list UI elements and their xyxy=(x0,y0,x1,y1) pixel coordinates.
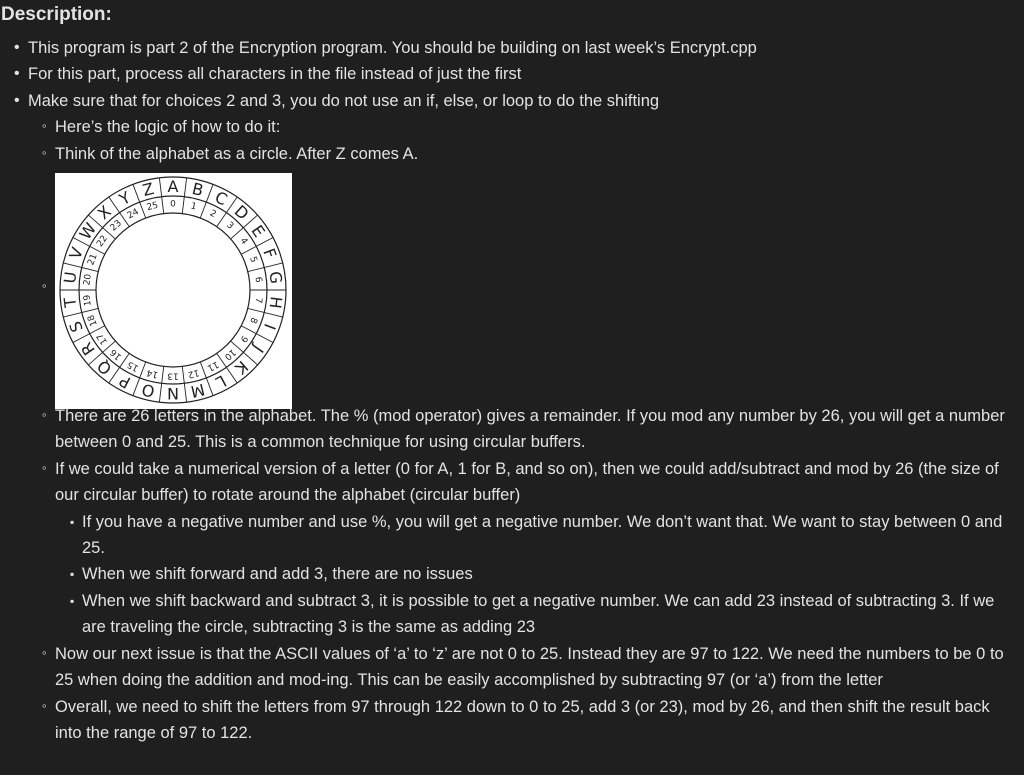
list-item xyxy=(42,694,1018,747)
bullet-circle-icon: ◦ xyxy=(42,407,47,423)
wheel-letter: Y xyxy=(116,187,134,210)
wheel-inner-ring xyxy=(96,213,250,367)
sub-text-overall: Overall, we need to shift the letters from 97 through 122 down to 0 to 25, add 3 (or 23), mod by 26, and then shift the result back into the range of 97 to 122. xyxy=(55,697,990,742)
wheel-number: 4 xyxy=(237,236,250,247)
list-item xyxy=(42,141,1018,167)
bullet-circle-icon: ◦ xyxy=(42,278,47,294)
wheel-number: 14 xyxy=(145,366,160,380)
list-item xyxy=(42,456,1018,641)
list-item xyxy=(70,509,1018,562)
wheel-number: 2 xyxy=(207,208,218,221)
wheel-letter: W xyxy=(75,219,101,244)
bullet-text: Make sure that for choices 2 and 3, you do not use an if, else, or loop to do the shifting xyxy=(28,91,660,110)
wheel-number: 13 xyxy=(167,370,179,381)
bullet-circle-icon: ◦ xyxy=(42,644,47,660)
subsub-text-backward: When we shift backward and subtract 3, it is possible to get a negative number. We can add 23 instead of subtracting 3. If we are traveling the circle, subtracting 3 is the same as adding 23 xyxy=(82,591,995,637)
subsub-text-forward: When we shift forward and add 3, there are no issues xyxy=(82,565,473,584)
sub-sub-bullet-list xyxy=(55,509,1018,641)
wheel-letter: J xyxy=(249,341,268,357)
wheel-letter: T xyxy=(60,296,81,309)
sub-text-logic: Here’s the logic of how to do it: xyxy=(55,118,281,137)
wheel-divider xyxy=(182,366,186,402)
wheel-letter: Z xyxy=(140,179,156,201)
wheel-number: 0 xyxy=(170,199,176,210)
list-item xyxy=(14,61,1018,87)
bullet-circle-icon: ◦ xyxy=(42,118,47,134)
subsub-text-negative: If you have a negative number and use %, you will get a negative number. We don’t want that. We want to stay between 0 and 25. xyxy=(82,512,1003,558)
wheel-number: 19 xyxy=(82,294,94,307)
wheel-middle-ring xyxy=(76,196,267,384)
wheel-number: 10 xyxy=(222,346,238,362)
wheel-number: 9 xyxy=(237,333,250,344)
wheel-letter: F xyxy=(259,245,281,262)
bullet-circle-icon: ◦ xyxy=(42,697,47,713)
alphabet-wheel-svg xyxy=(55,173,292,409)
wheel-letter: R xyxy=(76,338,99,359)
wheel-letter: N xyxy=(167,384,179,404)
wheel-letter: X xyxy=(93,201,115,224)
wheel-letter: E xyxy=(247,221,269,241)
wheel-number: 16 xyxy=(108,346,124,362)
sub-text-ascii: Now our next issue is that the ASCII values of ‘a’ to ‘z’ are not 0 to 25. Instead they are 97 to 122. We need the numbers to be 0 to 25 when doing the addition and mod-ing. This can be easily accomplished by subtracting 97 (or ‘a’) from the letter xyxy=(55,644,1004,690)
wheel-letter: H xyxy=(265,295,286,310)
wheel-number: 15 xyxy=(125,358,141,373)
bullet-square-icon: ▪ xyxy=(70,593,75,608)
wheel-number: 3 xyxy=(224,220,236,232)
wheel-number: 25 xyxy=(145,200,160,214)
wheel-letter: V xyxy=(65,244,88,262)
alphabet-wheel-image xyxy=(55,173,292,409)
wheel-letter: O xyxy=(139,379,157,402)
wheel-letter: D xyxy=(230,201,253,224)
list-item xyxy=(70,561,1018,587)
sub-text-circle: Think of the alphabet as a circle. After Z comes A. xyxy=(55,144,419,163)
wheel-number: 1 xyxy=(189,201,198,213)
wheel-letter: A xyxy=(167,177,179,197)
list-item xyxy=(14,35,1018,61)
wheel-number: 24 xyxy=(125,207,141,222)
wheel-divider xyxy=(182,178,186,214)
bullet-square-icon: ▪ xyxy=(70,567,75,582)
wheel-letter: M xyxy=(188,379,207,402)
wheel-number: 23 xyxy=(108,218,124,234)
wheel-number: 6 xyxy=(252,276,264,284)
list-item-wheel-image xyxy=(42,167,1018,404)
wheel-letter: S xyxy=(65,318,87,335)
wheel-letter: I xyxy=(260,321,280,333)
bullet-text: This program is part 2 of the Encryption program. You should be building on last week’s Encrypt.cpp xyxy=(28,39,757,57)
bullet-disc-icon: • xyxy=(14,65,20,83)
wheel-letter: G xyxy=(265,270,286,285)
wheel-letter: C xyxy=(211,187,231,210)
wheel-number: 5 xyxy=(247,255,259,265)
wheel-number: 21 xyxy=(86,252,100,267)
wheel-letter: K xyxy=(231,356,252,379)
bullet-disc-icon: • xyxy=(14,39,20,56)
sub-bullet-list xyxy=(28,114,1018,746)
list-item xyxy=(42,641,1018,694)
sub-text-mod: There are 26 letters in the alphabet. The % (mod operator) gives a remainder. If you mod any number by 26, you will get a number between 0 and 25. This is a common technique for using circular buffers. xyxy=(55,407,1005,452)
wheel-letter: P xyxy=(116,371,134,393)
wheel-letter: L xyxy=(212,371,230,393)
list-item xyxy=(14,88,1018,747)
wheel-divider xyxy=(159,366,163,402)
wheel-number: 20 xyxy=(82,273,94,287)
list-item xyxy=(42,114,1018,140)
sub-text-numeric: If we could take a numerical version of a letter (0 for A, 1 for B, and so on), then we could add/subtract and mod by 26 (the size of our circular buffer) to rotate around the alphabet (circular buffer) xyxy=(55,459,999,505)
wheel-letter: B xyxy=(190,179,206,201)
wheel-number: 18 xyxy=(86,313,100,328)
wheel-number: 17 xyxy=(95,331,111,347)
bullet-text: For this part, process all characters in the file instead of just the first xyxy=(28,65,522,84)
wheel-number: 7 xyxy=(252,296,264,304)
list-item xyxy=(42,403,1018,456)
wheel-number: 22 xyxy=(95,233,111,250)
wheel-number: 12 xyxy=(186,366,201,380)
list-item xyxy=(70,588,1018,641)
bullet-circle-icon: ◦ xyxy=(42,144,47,160)
description-heading: Description: xyxy=(1,4,112,25)
wheel-letter: U xyxy=(60,270,81,285)
wheel-number: 8 xyxy=(247,315,259,325)
wheel-number: 11 xyxy=(205,358,221,373)
main-bullet-list xyxy=(14,35,1018,746)
bullet-circle-icon: ◦ xyxy=(42,459,47,475)
bullet-square-icon: ▪ xyxy=(70,514,75,529)
bullet-disc-icon: • xyxy=(14,91,20,109)
wheel-divider xyxy=(159,178,163,214)
wheel-letter: Q xyxy=(93,356,116,379)
